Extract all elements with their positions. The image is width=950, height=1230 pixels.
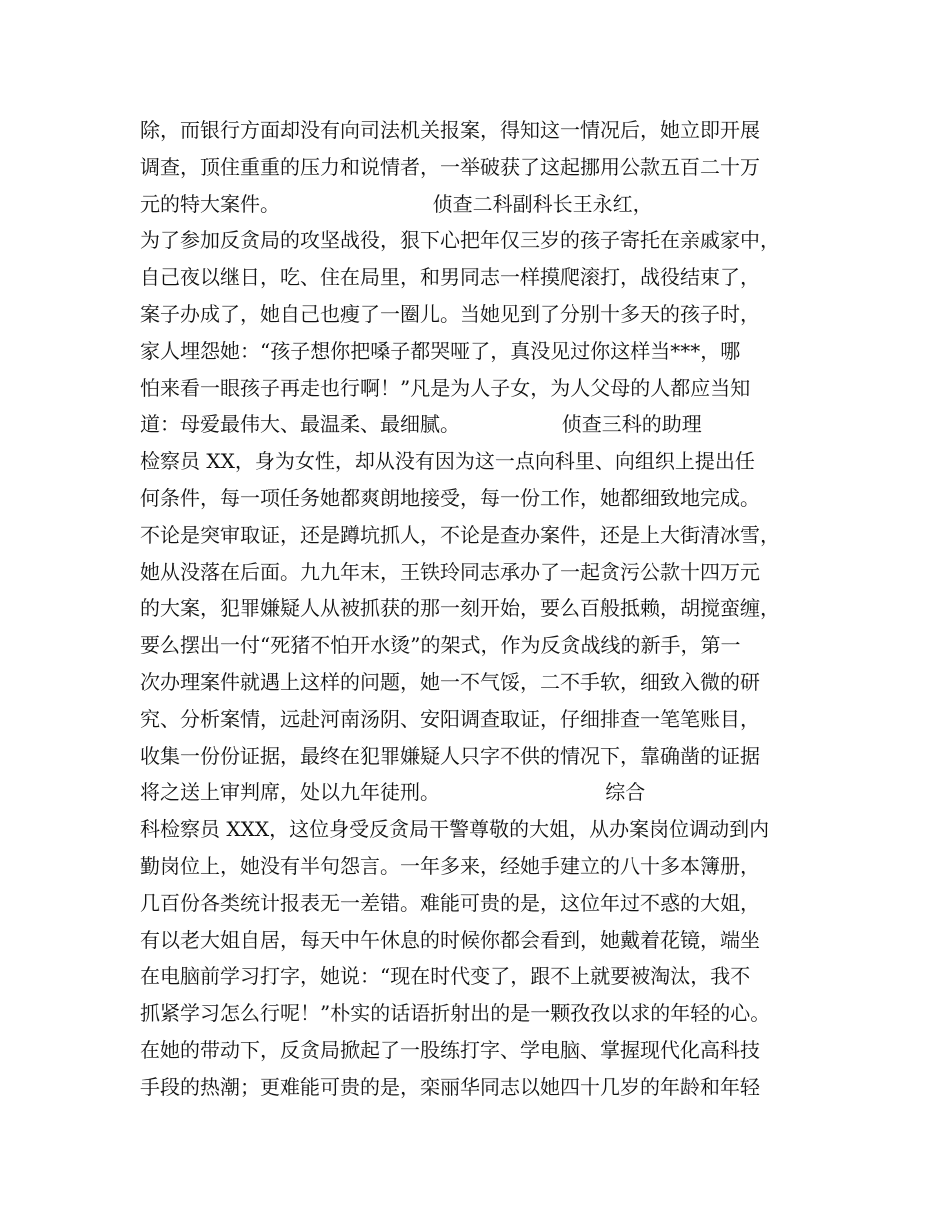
text-line: 案子办成了，她自己也瘦了一圈儿。当她见到了分别十多天的孩子时， (140, 301, 760, 326)
text-line: 检察员 XX，身为女性，却从没有因为这一点向科里、向组织上提出任 (140, 449, 755, 474)
text-line: 的大案，犯罪嫌疑人从被抓获的那一刻开始，要么百般抵赖，胡搅蛮缠， (140, 596, 780, 621)
text-line: 家人埋怨她：“孩子想你把嗓子都哭哑了，真没见过你这样当***，哪 (140, 338, 741, 363)
text-line: 手段的热潮；更难能可贵的是，栾丽华同志以她四十几岁的年龄和年轻 (140, 1074, 760, 1099)
text-line: 她从没落在后面。九九年末，王铁玲同志承办了一起贪污公款十四万元 (140, 559, 760, 584)
text-line: 要么摆出一付“死猪不怕开水烫”的架式，作为反贪战线的新手，第一 (140, 633, 741, 658)
text-line: 不论是突审取证，还是蹲坑抓人，不论是查办案件，还是上大街清冰雪， (140, 522, 780, 547)
text-line: 何条件，每一项任务她都爽朗地接受，每一份工作，她都细致地完成。 (140, 485, 760, 510)
text-line: 科检察员 XXX，这位身受反贪局干警尊敬的大姐，从办案岗位调动到内 (140, 817, 770, 842)
text-line: 将之送上审判席，处以九年徒刑。 综合 (140, 780, 646, 805)
text-line: 勤岗位上，她没有半句怨言。一年多来，经她手建立的八十多本簿册， (140, 853, 760, 878)
body-text (140, 112, 840, 1106)
text-line: 在电脑前学习打字，她说：“现在时代变了，跟不上就要被淘汰，我不 (140, 964, 751, 989)
text-line: 收集一份份证据，最终在犯罪嫌疑人只字不供的情况下，靠确凿的证据 (140, 743, 760, 768)
text-line: 次办理案件就遇上这样的问题，她一不气馁，二不手软，细致入微的研 (140, 669, 760, 694)
text-line: 元的特大案件。 侦查二科副科长王永红， (140, 191, 653, 216)
text-line: 在她的带动下，反贪局掀起了一股练打字、学电脑、掌握现代化高科技 (140, 1037, 760, 1062)
text-line: 有以老大姐自居，每天中午休息的时候你都会看到，她戴着花镜，端坐 (140, 927, 760, 952)
text-line: 几百份各类统计报表无一差错。难能可贵的是，这位年过不惑的大姐， (140, 890, 760, 915)
text-line: 除，而银行方面却没有向司法机关报案，得知这一情况后，她立即开展 (140, 118, 760, 142)
text-line: 怕来看一眼孩子再走也行啊！”凡是为人子女，为人父母的人都应当知 (140, 375, 751, 400)
text-line: 自己夜以继日，吃、住在局里，和男同志一样摸爬滚打，战役结束了， (140, 265, 760, 290)
text-line: 调查，顶住重重的压力和说情者，一举破获了这起挪用公款五百二十万 (140, 154, 760, 179)
text-line: 为了参加反贪局的攻坚战役，狠下心把年仅三岁的孩子寄托在亲戚家中， (140, 228, 780, 253)
text-line: 究、分析案情，远赴河南汤阴、安阳调查取证，仔细排查一笔笔账目， (140, 706, 760, 731)
text-line: 道：母爱最伟大、最温柔、最细腻。 侦查三科的助理 (140, 412, 702, 437)
text-line: 抓紧学习怎么行呢！”朴实的话语折射出的是一颗孜孜以求的年轻的心。 (140, 1001, 771, 1026)
